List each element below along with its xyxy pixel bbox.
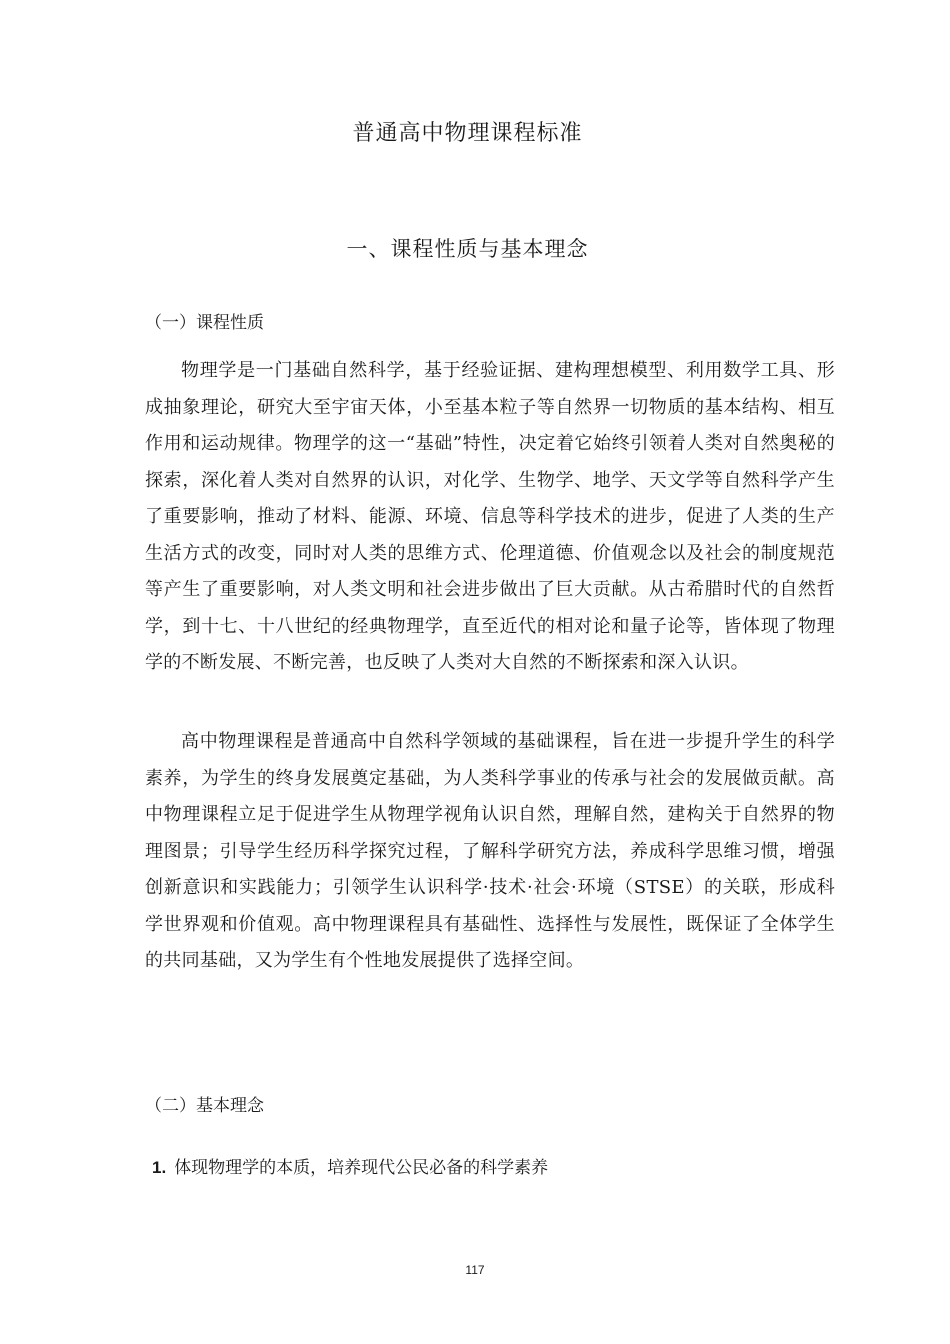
chapter-title: 一、课程性质与基本理念 xyxy=(346,237,589,261)
section-heading-basic-concepts: （二）基本理念 xyxy=(145,1096,264,1116)
list-item xyxy=(152,1153,548,1178)
list-item-number: 1. xyxy=(152,1158,167,1177)
list-item-text: 体现物理学的本质，培养现代公民必备的科学素养 xyxy=(174,1158,549,1178)
page-title: 普通高中物理课程标准 xyxy=(352,121,583,146)
page-number: 117 xyxy=(465,1263,485,1277)
paragraph-physics-nature: 物理学是一门基础自然科学，基于经验证据、建构理想模型、利用数学工具、形成抽象理论，研究大至宇宙天体，小至基本粒子等自然界一切物质的基本结构、相互作用和运动规律。物理学的这一“基础”特性，决定着它始终引领着人类对自然奥秘的探索，深化着人类对自然界的认识，对化学、生物学、地学、天文学等自然科学产生了重要影响，推动了材料、能源、环境、信息等科学技术的进步，促进了人类的生产生活方式的改变，同时对人类的思维方式、伦理道德、价值观念以及社会的制度规范等产生了重要影响，对人类文明和社会进步做出了巨大贡献。从古希腊时代的自然哲学，到十七、十八世纪的经典物理学，直至近代的相对论和量子论等，皆体现了物理学的不断发展、不断完善，也反映了人类对大自然的不断探索和深入认识。 xyxy=(145,360,835,673)
section-heading-course-nature: （一）课程性质 xyxy=(145,313,264,333)
paragraph-high-school-physics: 高中物理课程是普通高中自然科学领域的基础课程，旨在进一步提升学生的科学素养，为学生的终身发展奠定基础，为人类科学事业的传承与社会的发展做贡献。高中物理课程立足于促进学生从物理学视角认识自然，理解自然，建构关于自然界的物理图景；引导学生经历科学探究过程，了解科学研究方法，养成科学思维习惯，增强创新意识和实践能力；引领学生认识科学·技术·社会·环境（STSE）的关联，形成科学世界观和价值观。高中物理课程具有基础性、选择性与发展性，既保证了全体学生的共同基础，又为学生有个性地发展提供了选择空间。 xyxy=(145,731,835,971)
